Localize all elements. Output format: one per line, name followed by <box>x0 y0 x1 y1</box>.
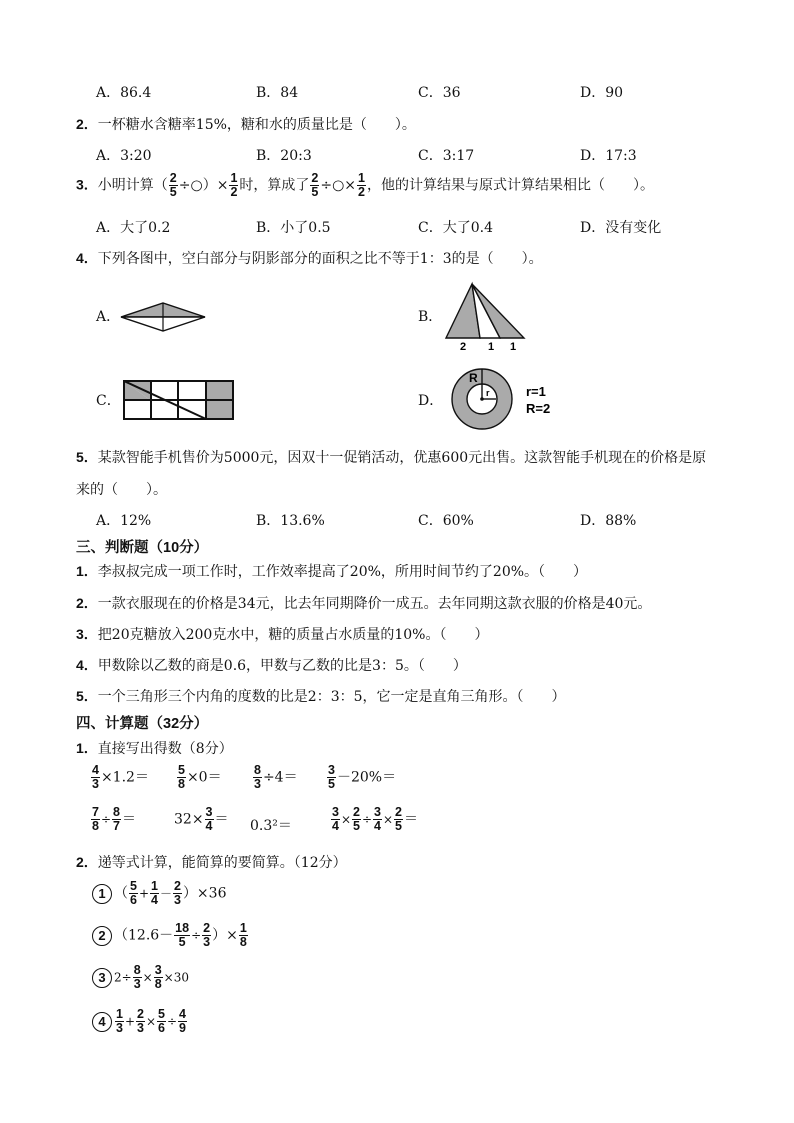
denominator: 8 <box>154 977 162 991</box>
q1-option-d: D．90 <box>580 85 624 101</box>
numerator: 18 <box>175 921 190 935</box>
denominator: 6 <box>158 1021 165 1035</box>
numerator: 3 <box>332 805 339 819</box>
q4-label-b: B． <box>418 309 443 325</box>
fraction <box>239 922 248 949</box>
fraction <box>202 922 211 949</box>
item-number: 4． <box>76 657 98 673</box>
numerator: 1 <box>358 171 365 185</box>
numerator: 3 <box>374 805 381 819</box>
fraction <box>136 1008 145 1035</box>
question-5-line2 <box>76 479 167 499</box>
numerator: 8 <box>254 763 261 777</box>
item-number: 1． <box>76 563 98 579</box>
operator: － <box>159 886 172 901</box>
fraction <box>133 964 142 991</box>
operator: ÷ <box>361 812 373 827</box>
operator: × <box>382 812 394 827</box>
q1-option-c: C．36 <box>418 85 461 101</box>
base-label-1a: 1 <box>488 341 495 352</box>
denominator: 4 <box>205 819 213 833</box>
fraction <box>112 806 121 833</box>
numerator: 8 <box>113 805 120 819</box>
expr-close: ）×36 <box>182 885 227 902</box>
numerator: 4 <box>179 1007 186 1021</box>
denominator: 3 <box>173 893 181 907</box>
item-number: 2． <box>76 854 98 870</box>
numerator: 2 <box>353 805 360 819</box>
question-text: 下列各图中，空白部分与阴影部分的面积之比不等于1：3的是（ ）。 <box>97 251 543 267</box>
fraction <box>174 922 190 949</box>
expr-open: （ <box>114 885 128 902</box>
ring-figure <box>444 366 564 432</box>
denominator: 3 <box>133 977 141 991</box>
numerator: 2 <box>311 171 319 185</box>
circled-number: 4 <box>92 1012 112 1032</box>
section-4-title: 四、计算题（32分） <box>76 716 209 732</box>
fraction <box>205 806 214 833</box>
question-text-line2: 来的（ ）。 <box>76 482 167 498</box>
q2-option-b: B．20:3 <box>256 148 312 164</box>
numerator: 8 <box>133 963 141 977</box>
calc-item-h <box>330 806 418 833</box>
base-label-2: 2 <box>460 341 467 352</box>
rectangle-grid-figure <box>120 378 238 422</box>
q3-text-5: ，他的计算结果与原式计算结果相比（ ）。 <box>366 177 654 194</box>
q3-text-3: 时，算成了 <box>239 177 310 194</box>
operator: + <box>124 1014 136 1029</box>
denominator: 4 <box>151 893 158 907</box>
item-number: 1． <box>76 740 98 756</box>
fraction <box>331 806 340 833</box>
q2-option-a: A．3:20 <box>96 148 152 164</box>
question-4 <box>76 248 543 268</box>
fraction <box>154 964 163 991</box>
item-text: 把20克糖放入200克水中，糖的质量占水质量的10%。（ ） <box>97 627 489 643</box>
q3-option-d: D．没有变化 <box>580 220 662 236</box>
question-number: 2． <box>76 116 98 132</box>
fraction <box>310 172 319 199</box>
calc-sub-1 <box>76 738 233 758</box>
q4-label-d: D． <box>418 393 444 409</box>
q5-option-a: A．12% <box>96 513 152 529</box>
denominator: 7 <box>113 819 120 833</box>
fraction <box>157 1008 166 1035</box>
judge-item-1 <box>76 561 587 581</box>
fraction <box>394 806 403 833</box>
r-value-label: r=1 <box>526 384 546 399</box>
q4-label-c: C． <box>96 393 121 409</box>
numerator: 2 <box>395 805 402 819</box>
numerator: 2 <box>203 921 211 935</box>
base-label-1b: 1 <box>510 341 517 352</box>
numerator: 5 <box>158 1007 165 1021</box>
numerator: 5 <box>130 879 137 893</box>
item-text: 一款衣服现在的价格是34元，比去年同期降价一成五。去年同期这款衣服的价格是40元。 <box>97 596 652 612</box>
fraction <box>229 172 238 199</box>
q3-option-b: B．小了0.5 <box>256 220 331 236</box>
calc-head: 32× <box>174 811 204 828</box>
calc-item-a <box>90 764 149 791</box>
judge-item-4 <box>76 655 467 675</box>
circled-number: 2 <box>92 926 112 946</box>
operator: ÷ <box>166 1014 178 1029</box>
calc-sub-2 <box>76 852 347 872</box>
calc-item-c <box>252 764 298 791</box>
fraction <box>91 806 100 833</box>
denominator: 6 <box>130 893 137 907</box>
numerator: 2 <box>137 1007 144 1021</box>
fraction <box>169 172 178 199</box>
calc-text: 0.3²＝ <box>250 818 292 834</box>
numerator: 1 <box>116 1007 123 1021</box>
numerator: 2 <box>169 171 177 185</box>
fraction <box>352 806 361 833</box>
fraction <box>177 764 186 791</box>
item-text: 李叔叔完成一项工作时，工作效率提高了20%，所用时间节约了20%。（ ） <box>97 564 588 580</box>
operator: + <box>138 886 150 901</box>
question-number: 5． <box>76 449 98 465</box>
denominator: 5 <box>178 935 186 949</box>
question-5 <box>76 447 706 467</box>
q1-option-b: B．84 <box>256 85 299 101</box>
question-3 <box>76 172 654 199</box>
judge-item-5 <box>76 686 566 706</box>
operator: × <box>145 1014 157 1029</box>
calc-tail: ＝ <box>404 811 418 828</box>
circled-number: 1 <box>92 884 112 904</box>
q3-text-4: ÷○× <box>320 177 357 194</box>
numerator: 1 <box>230 171 238 185</box>
section-3-title: 三、判断题（10分） <box>76 540 209 556</box>
fraction <box>357 172 366 199</box>
calc-tail: ＝ <box>121 811 136 828</box>
R-value-label: R=2 <box>526 401 551 416</box>
judge-item-2 <box>76 593 651 613</box>
question-2 <box>76 114 416 134</box>
denominator: 5 <box>311 185 319 199</box>
denominator: 8 <box>92 819 99 833</box>
calc-tail: ÷4＝ <box>262 769 298 786</box>
R-label: R <box>469 371 478 385</box>
rhombus-figure <box>118 300 210 334</box>
q2-option-c: C．3:17 <box>418 148 475 164</box>
denominator: 3 <box>137 1021 144 1035</box>
q5-option-b: B．13.6% <box>256 513 325 529</box>
fraction <box>91 764 100 791</box>
fraction <box>327 764 336 791</box>
denominator: 5 <box>353 819 360 833</box>
denominator: 4 <box>332 819 339 833</box>
step-calc-3 <box>92 964 189 991</box>
numerator: 3 <box>205 805 213 819</box>
question-number: 3． <box>76 176 98 193</box>
question-text: 一杯糖水含糖率15%，糖和水的质量比是（ ）。 <box>97 117 416 133</box>
operator: ÷ <box>191 928 202 943</box>
q5-option-c: C．60% <box>418 513 474 529</box>
numerator: 3 <box>154 963 162 977</box>
item-number: 2． <box>76 595 98 611</box>
item-text: 一个三角形三个内角的度数的比是2：3：5，它一定是直角三角形。（ ） <box>97 689 566 705</box>
expr-open: （12.6－ <box>114 927 174 944</box>
q2-option-d: D．17:3 <box>580 148 637 164</box>
denominator: 8 <box>178 777 185 791</box>
numerator: 1 <box>239 921 247 935</box>
numerator: 7 <box>92 805 99 819</box>
operator: × <box>142 970 153 985</box>
operator: ÷ <box>100 812 112 827</box>
denominator: 9 <box>179 1021 186 1035</box>
numerator: 5 <box>178 763 185 777</box>
denominator: 5 <box>169 185 177 199</box>
center-point <box>480 397 484 401</box>
numerator: 4 <box>92 763 99 777</box>
step-calc-4 <box>92 1008 188 1035</box>
r-label: r <box>486 388 490 398</box>
calc-tail: －20%＝ <box>336 769 397 786</box>
fraction <box>129 880 138 907</box>
calc-item-e <box>90 806 136 833</box>
step-calc-1 <box>92 880 226 907</box>
calc-item-g <box>250 815 292 835</box>
q1-option-a: A．86.4 <box>96 85 152 101</box>
q4-label-a: A． <box>96 309 121 325</box>
denominator: 5 <box>328 777 335 791</box>
q5-option-d: D．88% <box>580 513 637 529</box>
calc-item-f <box>174 806 229 833</box>
expr-close: ×30 <box>163 970 189 985</box>
numerator: 1 <box>151 879 158 893</box>
calc-tail: ×0＝ <box>186 769 222 786</box>
numerator: 2 <box>173 879 181 893</box>
item-number: 3． <box>76 626 98 642</box>
fraction <box>173 880 182 907</box>
denominator: 8 <box>239 935 247 949</box>
operator: × <box>340 812 352 827</box>
expr-close: ）× <box>212 927 238 944</box>
item-text: 直接写出得数（8分） <box>97 741 233 757</box>
denominator: 3 <box>116 1021 123 1035</box>
calc-item-d <box>326 764 396 791</box>
question-number: 4． <box>76 250 98 266</box>
fraction <box>373 806 382 833</box>
triangle-figure <box>440 280 530 352</box>
denominator: 2 <box>230 185 238 199</box>
calc-tail: ＝ <box>214 811 229 828</box>
denominator: 3 <box>92 777 99 791</box>
q3-option-a: A．大了0.2 <box>96 220 171 236</box>
step-calc-2 <box>92 922 249 949</box>
fraction <box>150 880 159 907</box>
circled-number: 3 <box>92 968 112 988</box>
q3-option-c: C．大了0.4 <box>418 220 493 236</box>
expr-open: 2÷ <box>114 970 132 985</box>
denominator: 2 <box>358 185 365 199</box>
denominator: 3 <box>254 777 261 791</box>
question-text-line1: 某款智能手机售价为5000元，因双十一促销活动，优惠600元出售。这款智能手机现在的价格是原 <box>97 450 707 466</box>
calc-item-b <box>176 764 222 791</box>
q3-text-1: 小明计算（ <box>97 177 168 194</box>
item-text: 递等式计算，能简算的要简算。（12分） <box>97 855 347 871</box>
calc-tail: ×1.2＝ <box>100 769 149 786</box>
q3-text-2: ÷○）× <box>178 177 229 194</box>
item-number: 5． <box>76 688 98 704</box>
denominator: 3 <box>203 935 211 949</box>
denominator: 5 <box>395 819 402 833</box>
item-text: 甲数除以乙数的商是0.6，甲数与乙数的比是3：5。（ ） <box>97 658 467 674</box>
fraction <box>178 1008 187 1035</box>
numerator: 3 <box>328 763 335 777</box>
fraction <box>253 764 262 791</box>
judge-item-3 <box>76 624 488 644</box>
denominator: 4 <box>374 819 381 833</box>
fraction <box>115 1008 124 1035</box>
